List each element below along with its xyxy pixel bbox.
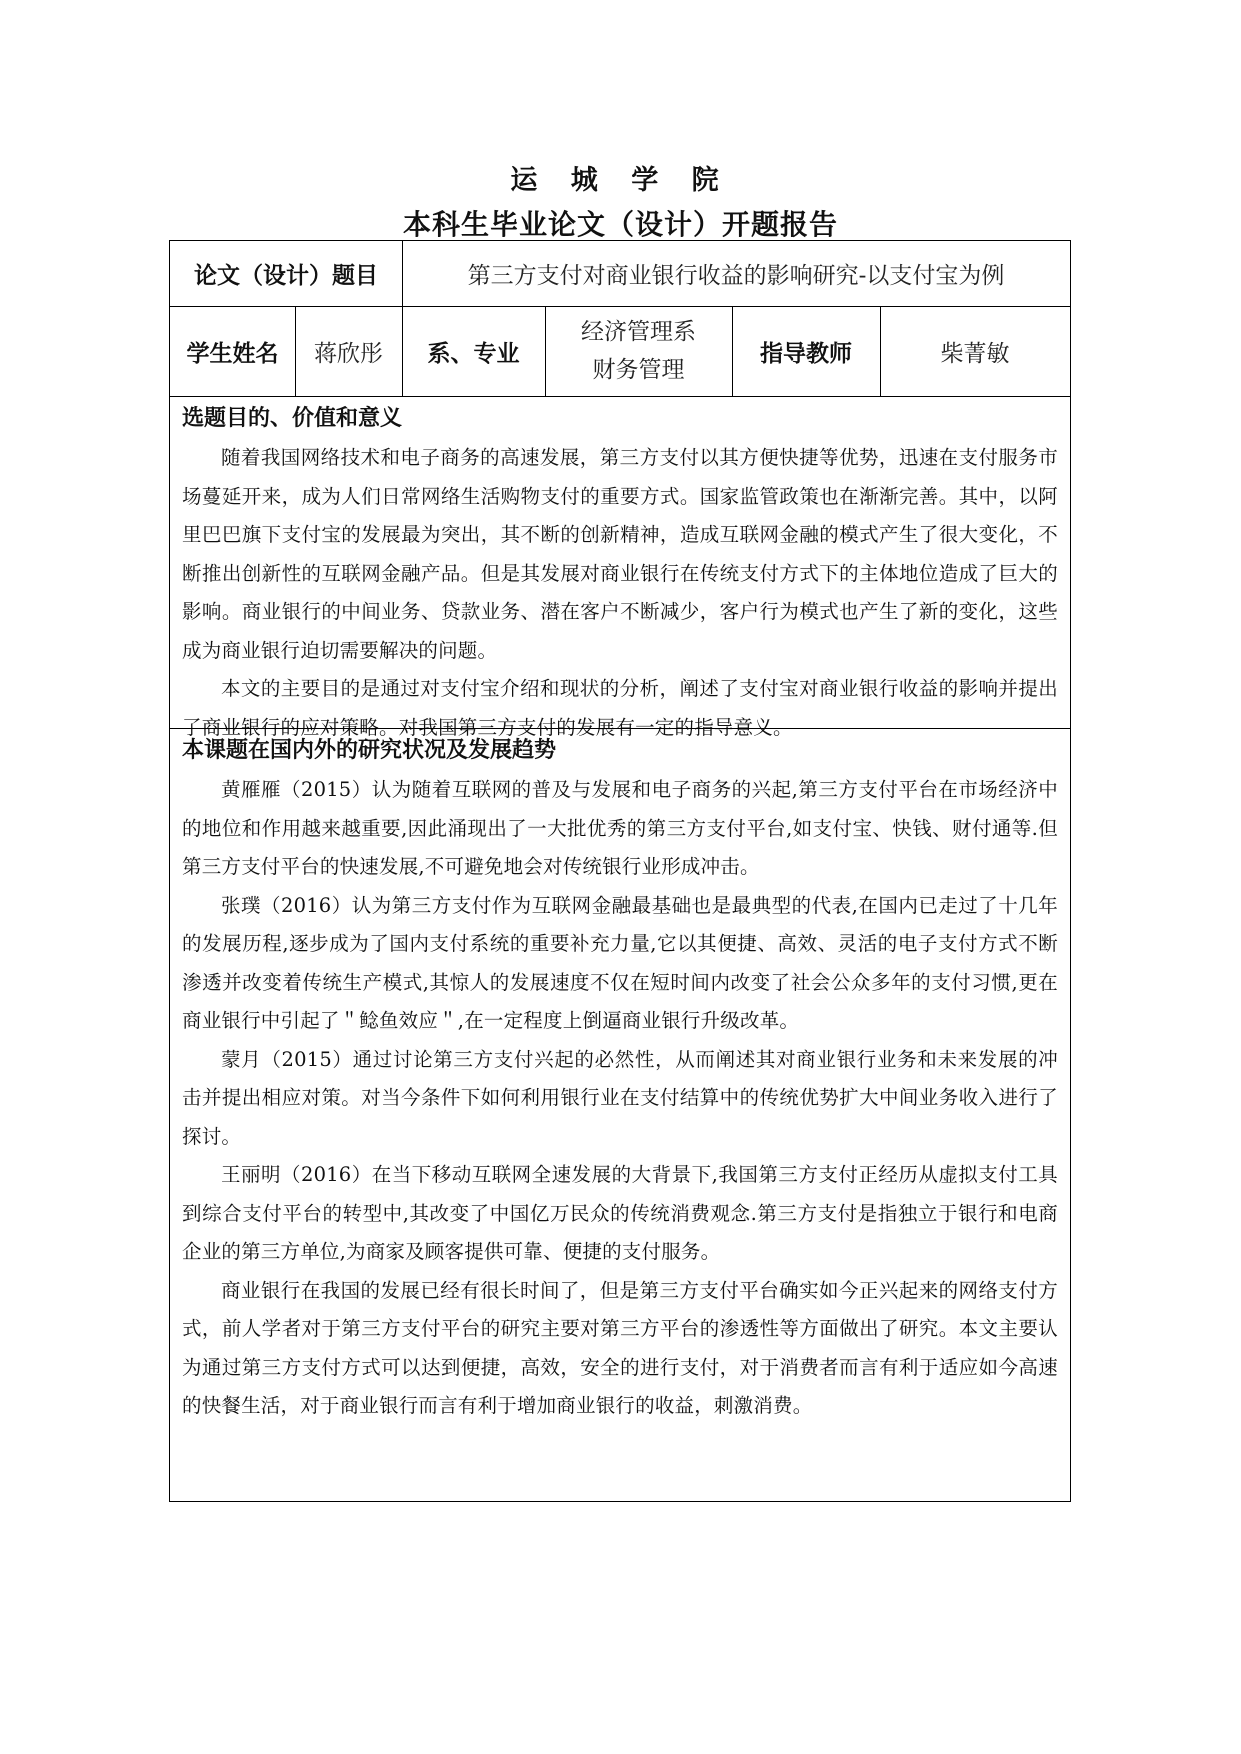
topic-label: 论文（设计）题目 xyxy=(194,263,378,289)
department-name: 经济管理系 xyxy=(581,319,696,345)
research-paragraph: 商业银行在我国的发展已经有很长时间了，但是第三方支付平台确实如今正兴起来的网络支付方式，前人学者对于第三方支付平台的研究主要对第三方平台的渗透性等方面做出了研究。本文主要认为通过第三方支付方式可以达到便捷，高效，安全的进行支付，对于消费者而言有利于适应如今高速的快餐生活，对于商业银行而言有利于增加商业银行的收益，刺激消费。 xyxy=(182,1278,1058,1417)
research-paragraph: 黄雁雁（2015）认为随着互联网的普及与发展和电子商务的兴起,第三方支付平台在市场经济中的地位和作用越来越重要,因此涌现出了一大批优秀的第三方支付平台,如支付宝、快钱、财付通等.但第三方支付平台的快速发展,不可避免地会对传统银行业形成冲击。 xyxy=(182,778,1058,878)
purpose-paragraph: 本文的主要目的是通过对支付宝介绍和现状的分析，阐述了支付宝对商业银行收益的影响并提出了商业银行的应对策略。对我国第三方支付的发展有一定的指导意义。 xyxy=(182,677,1058,739)
advisor-name: 柴菁敏 xyxy=(940,340,1010,367)
research-title: 本课题在国内外的研究状况及发展趋势 xyxy=(182,738,557,763)
report-title: 本科生毕业论文（设计）开题报告 xyxy=(402,208,838,241)
research-paragraph: 张璞（2016）认为第三方支付作为互联网金融最基础也是最典型的代表,在国内已走过了十几年的发展历程,逐步成为了国内支付系统的重要补充力量,它以其便捷、高效、灵活的电子支付方式不断渗透并改变着传统生产模式,其惊人的发展速度不仅在短时间内改变了社会公众多年的支付习惯,更在商业银行中引起了＂鲶鱼效应＂,在一定程度上倒逼商业银行升级改革。 xyxy=(182,893,1058,1032)
purpose-section xyxy=(170,399,1070,739)
student-name: 蒋欣彤 xyxy=(314,340,383,367)
topic-row xyxy=(170,241,1070,306)
info-row xyxy=(170,306,1070,396)
major-name: 财务管理 xyxy=(592,357,685,383)
topic-value: 第三方支付对商业银行收益的影响研究-以支付宝为例 xyxy=(467,263,1005,289)
department-value xyxy=(545,306,732,396)
proposal-form xyxy=(169,240,1071,1502)
department-label: 系、专业 xyxy=(427,340,520,367)
school-name: 运 城 学 院 xyxy=(510,165,731,196)
purpose-title: 选题目的、价值和意义 xyxy=(182,406,403,431)
research-paragraph: 王丽明（2016）在当下移动互联网全速发展的大背景下,我国第三方支付正经历从虚拟支付工具到综合支付平台的转型中,其改变了中国亿万民众的传统消费观念.第三方支付是指独立于银行和电商企业的第三方单位,为商家及顾客提供可靠、便捷的支付服务。 xyxy=(182,1163,1058,1263)
purpose-paragraph: 随着我国网络技术和电子商务的高速发展，第三方支付以其方便快捷等优势，迅速在支付服务市场蔓延开来，成为人们日常网络生活购物支付的重要方式。国家监管政策也在渐渐完善。其中，以阿里巴巴旗下支付宝的发展最为突出，其不断的创新精神，造成互联网金融的模式产生了很大变化，不断推出创新性的互联网金融产品。但是其发展对商业银行在传统支付方式下的主体地位造成了巨大的影响。商业银行的中间业务、贷款业务、潜在客户不断减少，客户行为模式也产生了新的变化，这些成为商业银行迫切需要解决的问题。 xyxy=(182,446,1058,662)
advisor-label: 指导教师 xyxy=(760,340,852,367)
student-name-label: 学生姓名 xyxy=(186,340,279,367)
research-section xyxy=(170,731,1070,1501)
research-paragraph: 蒙月（2015）通过讨论第三方支付兴起的必然性，从而阐述其对商业银行业务和未来发展的冲击并提出相应对策。对当今条件下如何利用银行业在支付结算中的传统优势扩大中间业务收入进行了探讨。 xyxy=(182,1047,1058,1148)
